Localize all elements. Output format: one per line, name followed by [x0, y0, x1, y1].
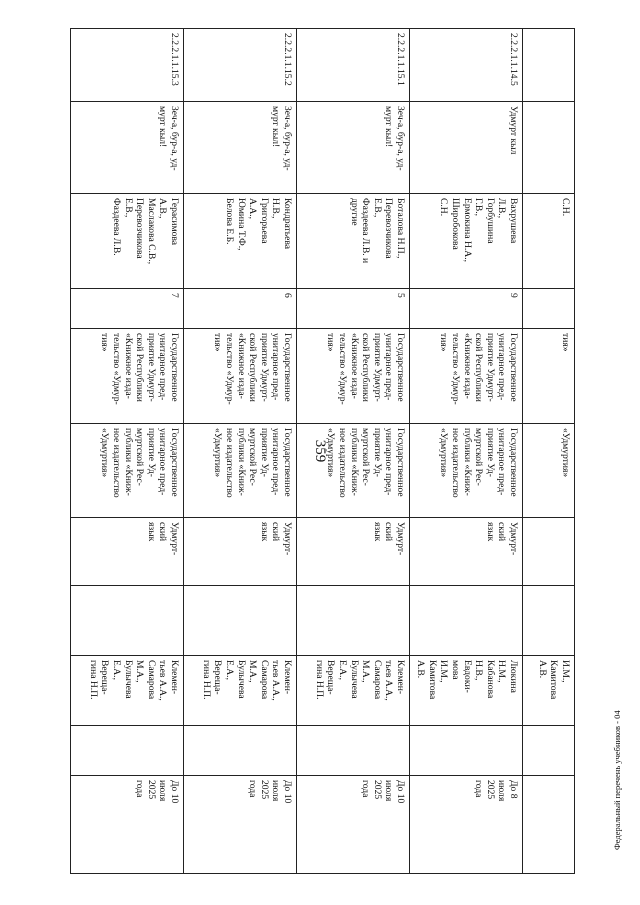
cell-title: Зеч-а, бур-а, уд- мурт кыл! [71, 102, 184, 194]
cell-reviewers: Клемен- тьев А.А., Самарова М.А., Булычева Е.А., Вереща- гина Н.П. [71, 656, 184, 726]
cell-code: 2.2.2.1.1.14.5 [410, 29, 523, 102]
cell-grade: 9 [410, 289, 523, 329]
cell-code: 2.2.2.1.1.15.1 [297, 29, 410, 102]
cell-reviewers: Клемен- тьев А.А., Самарова М.А., Булычева Е.А., Вереща- гина Н.П. [184, 656, 297, 726]
cell-deadline: До 10 июля 2025 года [297, 776, 410, 874]
cell-publisher-a: Государственное унитарное пред- приятие Удмурт- ской Республики «Книжное изда- тельство «Удмур- тия» [184, 329, 297, 424]
cell-publisher-a: тия» [523, 329, 575, 424]
cell-publisher-a: Государственное унитарное пред- приятие Удмурт- ской Республики «Книжное изда- тельство «Удмур- тия» [297, 329, 410, 424]
cell-reviewers: И.М., Камитова А.В. [523, 656, 575, 726]
cell-language [523, 518, 575, 586]
cell-publisher-b: Государственное унитарное пред- приятие Уд- муртской Рес- публики «Книж- ное издательство «Удмуртия» [184, 424, 297, 518]
cell-empty-2 [410, 726, 523, 776]
cell-title: Удмурт кыл [410, 102, 523, 194]
cell-empty [71, 586, 184, 656]
cell-title: Зеч-а, бур-а, уд- мурт кыл! [184, 102, 297, 194]
cell-empty [410, 586, 523, 656]
cell-publisher-a: Государственное унитарное пред- приятие Удмурт- ской Республики «Книжное изда- тельство «Удмур- тия» [71, 329, 184, 424]
cell-grade [523, 289, 575, 329]
cell-authors: С.Н. [523, 194, 575, 289]
cell-grade: 6 [184, 289, 297, 329]
cell-deadline: До 10 июля 2025 года [71, 776, 184, 874]
table-row [184, 29, 297, 874]
table-row [410, 29, 523, 874]
cell-empty [297, 586, 410, 656]
cell-title: Зеч-а, бур-а, уд- мурт кыл! [297, 102, 410, 194]
cell-deadline: До 10 июля 2025 года [184, 776, 297, 874]
cell-empty [184, 586, 297, 656]
cell-publisher-b: Государственное унитарное пред- приятие Уд- муртской Рес- публики «Книж- ное издательство «Удмуртия» [410, 424, 523, 518]
cell-grade: 5 [297, 289, 410, 329]
cell-reviewers: Люкина Н.М., Кабанова Н.В., Евдоки- мова И.М., Камитова А.В. [410, 656, 523, 726]
rotated-table [70, 28, 575, 873]
cell-code: 2.2.2.1.1.15.2 [184, 29, 297, 102]
cell-authors: Кондратьева Н.В., Григорьева А.А., Юмина Т.Ф., Белова Е.Б. [184, 194, 297, 289]
cell-language: Удмурт- ский язык [184, 518, 297, 586]
cell-authors: Боталова Н.П., Перевозчикова Е.В., Фаздеева Л.В. и другие [297, 194, 410, 289]
cell-authors: Герасимова А.В., Маслакова С.В., Перевозчикова Е.В., Фаздеева Л.В. [71, 194, 184, 289]
cell-empty-2 [184, 726, 297, 776]
table-row [297, 29, 410, 874]
cell-publisher-a: Государственное унитарное пред- приятие Удмурт- ской Республики «Книжное изда- тельство «Удмур- тия» [410, 329, 523, 424]
cell-publisher-b: Государственное унитарное пред- приятие Уд- муртской Рес- публики «Книж- ное издательство «Удмуртия» [297, 424, 410, 518]
cell-deadline [523, 776, 575, 874]
cell-publisher-b: Государственное унитарное пред- приятие Уд- муртской Рес- публики «Книж- ное издательство «Удмуртия» [71, 424, 184, 518]
cell-language: Удмурт- ский язык [410, 518, 523, 586]
cell-code: 2.2.2.1.1.15.3 [71, 29, 184, 102]
cell-code [523, 29, 575, 102]
cell-language: Удмурт- ский язык [71, 518, 184, 586]
page-number: 359 [312, 439, 328, 463]
table-row-continuation [523, 29, 575, 874]
cell-language: Удмурт- ский язык [297, 518, 410, 586]
cell-grade: 7 [71, 289, 184, 329]
cell-reviewers: Клемен- тьев А.А., Самарова М.А., Булычева Е.А., Вереща- гина Н.П. [297, 656, 410, 726]
cell-title [523, 102, 575, 194]
cell-empty-2 [71, 726, 184, 776]
footer-text: Федеральный перечень учебников - 04 [612, 710, 622, 850]
cell-publisher-b: «Удмуртия» [523, 424, 575, 518]
textbook-table [70, 28, 575, 874]
cell-empty [523, 586, 575, 656]
cell-empty-2 [297, 726, 410, 776]
cell-empty-2 [523, 726, 575, 776]
table-row [71, 29, 184, 874]
cell-deadline: До 8 июля 2025 года [410, 776, 523, 874]
cell-authors: Вахрушева Л.В., Горбушина Г.В., Ермокина Н.А., Широбокова С.Н. [410, 194, 523, 289]
